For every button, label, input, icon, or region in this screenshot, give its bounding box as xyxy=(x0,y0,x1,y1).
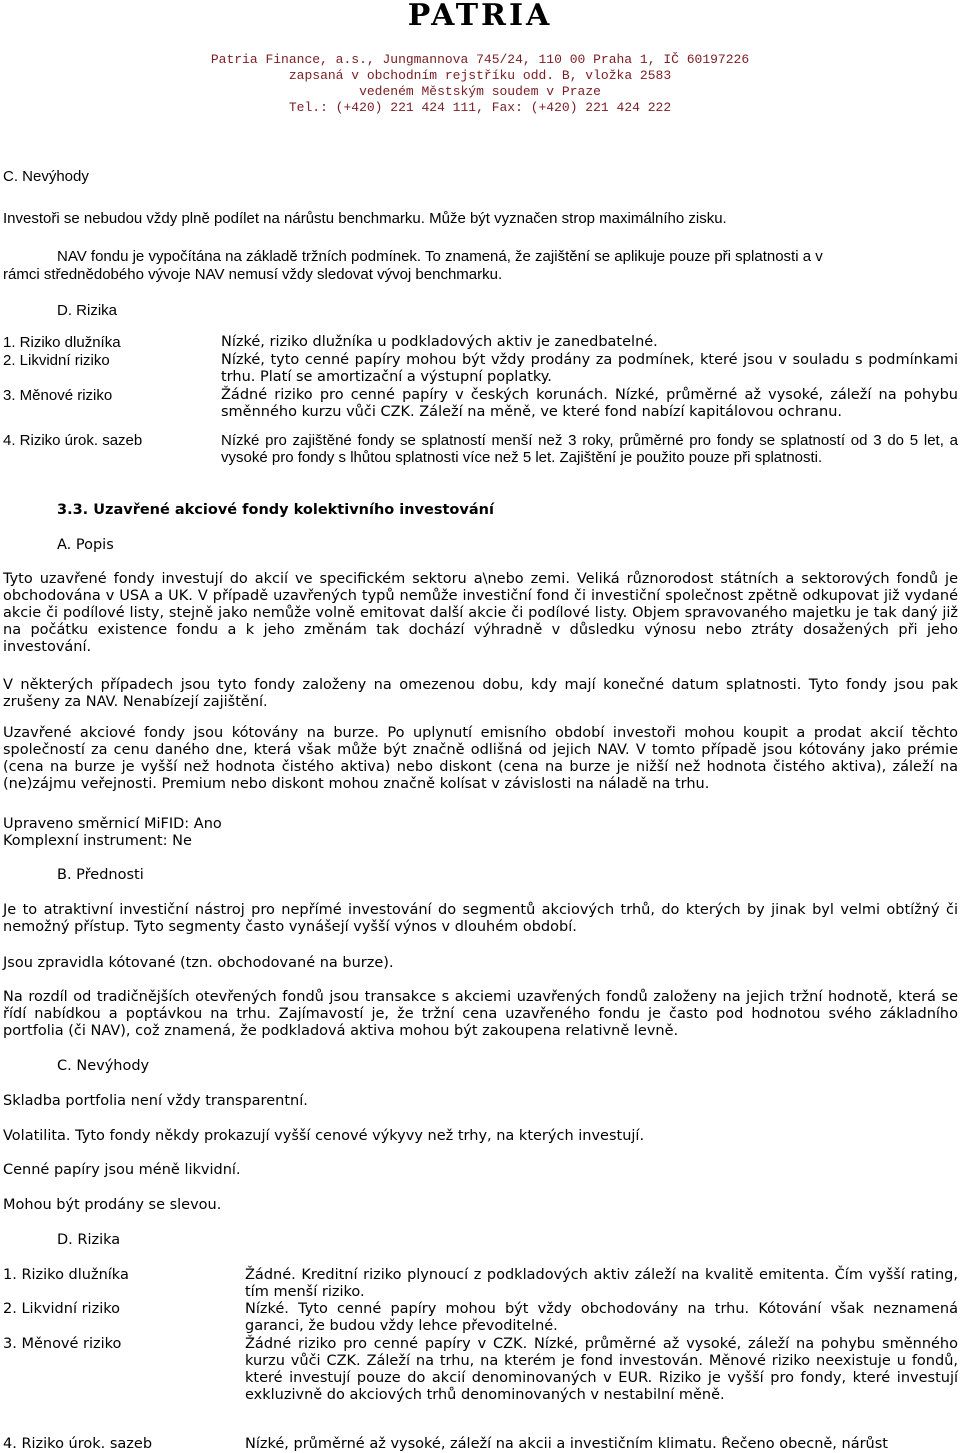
risk-label: 4. Riziko úrok. sazeb xyxy=(3,432,143,449)
subsection-heading-risks: D. Rizika xyxy=(57,1232,121,1248)
header-court: vedeném Městským soudem v Praze xyxy=(359,84,601,99)
risk-label: 3. Měnové riziko xyxy=(3,387,113,404)
risk-text: Žádné. Kreditní riziko plynoucí z podkladových aktiv záleží na kvalitě emitenta. Čím vyšší rating, tím menší riziko. xyxy=(245,1267,958,1300)
risk-text: Žádné riziko pro cenné papíry v CZK. Nízké, průměrné až vysoké, záleží na pohybu směnného kurzu vůči CZK. Záleží na trhu, na kterém je fond investován. Měnové riziko neexistuje u fondů, které investují pouze do akcií denominovaných v EUR. Riziko je vyšší pro fondy, které investují exkluzivně do akciových trhů denominovaných v nestabilní měně. xyxy=(245,1336,958,1403)
paragraph: Investoři se nebudou vždy plně podílet na nárůstu benchmarku. Může být vyznačen strop maximálního zisku. xyxy=(3,210,727,227)
risk-label: 2. Likvidní riziko xyxy=(3,1301,120,1317)
subsection-heading-description: A. Popis xyxy=(57,537,114,553)
risk-text: Žádné riziko pro cenné papíry v českých korunách. Nízké, průměrné až vysoké, záleží na pohybu směnného kurzu vůči CZK. Záleží na měně, ve které fond nabízí kapitálovou ochranu. xyxy=(221,387,958,420)
risk-text: Nízké, riziko dlužníka u podkladových aktiv je zanedbatelné. xyxy=(221,334,658,350)
header-address: Patria Finance, a.s., Jungmannova 745/24, 110 00 Praha 1, IČ 60197226 xyxy=(210,52,750,67)
subsection-heading-advantages: B. Přednosti xyxy=(57,867,144,883)
mifid-line: Upraveno směrnicí MiFID: Ano xyxy=(3,816,222,832)
section-title: 3.3. Uzavřené akciové fondy kolektivního investování xyxy=(57,502,494,518)
header-contact: Tel.: (+420) 221 424 111, Fax: (+420) 221 424 222 xyxy=(288,100,672,115)
paragraph: Tyto uzavřené fondy investují do akcií ve specifickém sektoru a\nebo zemi. Veliká různorodost státních a sektorových fondů je obchodována v USA a UK. V případě uzavřených typů nemůže investiční fond či investiční společnost zpětně odkupovat již vydané akcie či podílové listy, stejně jako nemůže volně emitovat další akcie či podílové listy. Objem spravovaného majetku je tak daný již na počátku existence fondu a k jeho změnám tak dochází výhradně v důsledku výnosu nebo ztráty dosažených při jeho investování. xyxy=(3,571,958,655)
paragraph: Jsou zpravidla kótované (tzn. obchodované na burze). xyxy=(3,955,394,971)
complex-line: Komplexní instrument: Ne xyxy=(3,833,192,849)
section-heading-risks: D. Rizika xyxy=(57,302,118,319)
risk-label: 1. Riziko dlužníka xyxy=(3,334,121,351)
risk-label: 3. Měnové riziko xyxy=(3,1336,122,1352)
risk-label: 4. Riziko úrok. sazeb xyxy=(3,1436,153,1452)
patria-logo: PATRIA xyxy=(407,0,553,33)
risk-text: Nízké, tyto cenné papíry mohou být vždy prodány za podmínek, které jsou v souladu s podmínkami trhu. Platí se amortizační a výstupní poplatky. xyxy=(221,352,958,385)
risk-text: Nízké. Tyto cenné papíry mohou být vždy obchodovány na trhu. Kótování však neznamená garanci, že budou vždy lehce převoditelné. xyxy=(245,1301,958,1334)
paragraph: Na rozdíl od tradičnějších otevřených fondů jsou transakce s akciemi uzavřených fondů založeny na jejich tržní hodnotě, která se řídí nabídkou a poptávkou na trhu. Zajímavostí je, že tržní cena uzavřeného fondu je často pod hodnotou svého základního portfolia (či NAV), což znamená, že podkladová aktiva mohou být zakoupena relativně levně. xyxy=(3,989,958,1039)
risk-text: Nízké, průměrné až vysoké, záleží na akcii a investičním klimatu. Řečeno obecně, nárůst xyxy=(245,1436,888,1452)
paragraph: Cenné papíry jsou méně likvidní. xyxy=(3,1162,241,1178)
paragraph-line: NAV fondu je vypočítána na základě tržních podmínek. To znamená, že zajištění se aplikuje pouze při splatnosti a v xyxy=(57,248,823,265)
header-registry: zapsaná v obchodním rejstříku odd. B, vložka 2583 xyxy=(288,68,672,83)
paragraph: Uzavřené akciové fondy jsou kótovány na burze. Po uplynutí emisního období investoři mohou koupit a prodat akcií těchto společností za cenu daného dne, která však může být značně odlišná od jejich NAV. V tomto případě jsou kótovány jako prémie (cena na burze je vyšší než hodnota čistého aktiva) nebo diskont (cena na burze je nižší než hodnota čistého aktiva), záleží na (ne)zájmu veřejnosti. Premium nebo diskont mohou značně kolísat v závislosti na náladě na trhu. xyxy=(3,725,958,792)
section-heading-disadvantages: C. Nevýhody xyxy=(3,168,89,185)
paragraph: Skladba portfolia není vždy transparentní. xyxy=(3,1093,308,1109)
paragraph: Mohou být prodány se slevou. xyxy=(3,1197,222,1213)
risk-text: Nízké pro zajištěné fondy se splatností menší než 3 roky, průměrné pro fondy se splatností od 3 do 5 let, a vysoké pro fondy s lhůtou splatnosti více než 5 let. Zajištění je použito pouze při splatnosti. xyxy=(221,432,958,466)
paragraph: Je to atraktivní investiční nástroj pro nepřímé investování do segmentů akciových trhů, do kterých by jinak byl velmi obtížný či nemožný přístup. Tyto segmenty často vynášejí vyšší výnos v dlouhém období. xyxy=(3,902,958,935)
paragraph-line: rámci střednědobého vývoje NAV nemusí vždy sledovat vývoj benchmarku. xyxy=(3,266,503,283)
subsection-heading-disadvantages: C. Nevýhody xyxy=(57,1058,150,1074)
risk-label: 1. Riziko dlužníka xyxy=(3,1267,129,1283)
paragraph: Volatilita. Tyto fondy někdy prokazují vyšší cenové výkyvy než trhy, na kterých investují. xyxy=(3,1128,645,1144)
risk-label: 2. Likvidní riziko xyxy=(3,352,110,369)
paragraph: V některých případech jsou tyto fondy založeny na omezenou dobu, kdy mají konečné datum splatnosti. Tyto fondy jsou pak zrušeny za NAV. Nenabízejí zajištění. xyxy=(3,677,958,710)
